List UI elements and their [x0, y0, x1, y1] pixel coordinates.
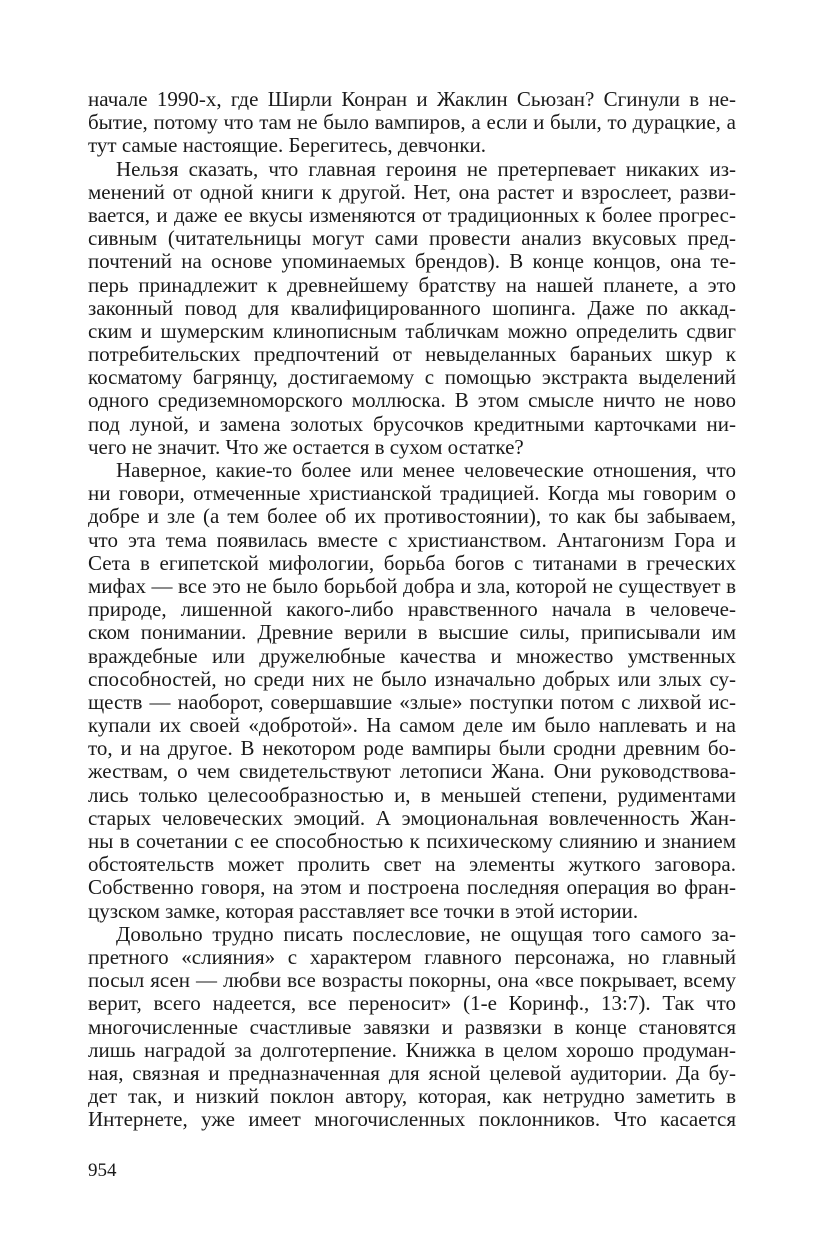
text-line: Собственно говоря, на этом и построена последняя операция во фран-: [88, 875, 736, 900]
text-line: Сета в египетской мифологии, борьба богов с титанами в греческих: [88, 550, 736, 575]
text-line: сивным (читательницы могут сами провести анализ вкусовых пред-: [88, 226, 736, 251]
text-line: добре и зле (а тем более об их противостоянии), то как бы забываем,: [88, 504, 736, 529]
text-line: менений от одной книги к другой. Нет, она растет и взрослеет, разви-: [88, 179, 736, 204]
text-line: потребительских предпочтений от невыделанных бараньих шкур к: [88, 342, 736, 367]
text-line: вается, и даже ее вкусы изменяются от традиционных к более прогрес-: [88, 202, 736, 227]
page-body: [88, 88, 736, 1131]
text-line: что эта тема появилась вместе с христианством. Антагонизм Гора и: [88, 527, 736, 552]
text-line: законный повод для квалифицированного шопинга. Даже по аккад-: [88, 295, 736, 320]
text-line: чего не значит. Что же остается в сухом остатке?: [88, 434, 524, 459]
text-line: старых человеческих эмоций. А эмоциональная вовлеченность Жан-: [88, 805, 736, 830]
text-line: Нельзя сказать, что главная героиня не претерпевает никаких из-: [116, 156, 736, 181]
text-line: дет так, и низкий поклон автору, которая, как нетрудно заметить в: [88, 1084, 736, 1109]
text-line: ни говори, отмеченные христианской традицией. Когда мы говорим о: [88, 481, 736, 506]
text-line: купали их своей «добротой». На самом деле им было наплевать и на: [88, 713, 736, 738]
text-line: ским и шумерским клинописным табличкам можно определить сдвиг: [88, 318, 736, 343]
text-line: жествам, о чем свидетельствуют летописи Жана. Они руководствова-: [88, 759, 736, 784]
text-line: мифах — все это не было борьбой добра и зла, которой не существует в: [88, 573, 736, 598]
text-line: лись только целесообразностью и, в меньшей степени, рудиментами: [88, 782, 736, 807]
text-line: лишь наградой за долготерпение. Книжка в целом хорошо продуман-: [88, 1037, 736, 1062]
text-line: посыл ясен — любви все возрасты покорны, она «все покрывает, всему: [88, 968, 736, 993]
text-line: почтений на основе упоминаемых брендов). В конце концов, она те-: [88, 249, 736, 274]
page-number: 954: [88, 1160, 117, 1181]
text-line: природе, лишенной какого-либо нравственного начала в человече-: [88, 597, 736, 622]
text-line: обстоятельств может пролить свет на элементы жуткого заговора.: [88, 852, 736, 877]
text-line: косматому багрянцу, достигаемому с помощью экстракта выделений: [88, 365, 736, 390]
text-line: ны в сочетании с ее способностью к психическому слиянию и знанием: [88, 829, 736, 853]
text-line: перь принадлежит к древнейшему братству на нашей планете, а это: [88, 272, 736, 297]
text-line: одного средиземноморского моллюска. В этом смысле ничто не ново: [88, 388, 736, 413]
text-line: Наверное, какие-то более или менее человеческие отношения, что: [116, 458, 736, 482]
text-line: ском понимании. Древние верили в высшие силы, приписывали им: [88, 620, 736, 645]
text-line: Интернете, уже имеет многочисленных поклонников. Что касается: [88, 1107, 736, 1132]
text-line: тут самые настоящие. Берегитесь, девчонки.: [88, 133, 487, 158]
text-line: то, и на другое. В некотором роде вампиры были сродни древним бо-: [88, 736, 736, 761]
text-line: Довольно трудно писать послесловие, не ощущая того самого за-: [116, 921, 736, 946]
text-line: способностей, но среди них не было изначально добрых или злых су-: [88, 666, 736, 691]
text-line: верит, всего надеется, все переносит» (1-е Коринф., 13:7). Так что: [88, 991, 736, 1016]
text-line: враждебные или дружелюбные качества и множество умственных: [88, 643, 736, 668]
text-line: ществ — наоборот, совершавшие «злые» поступки потом с лихвой ис-: [88, 689, 736, 714]
text-line: бытие, потому что там не было вампиров, а если и были, то дурацкие, а: [88, 110, 736, 135]
text-line: ная, связная и предназначенная для ясной целевой аудитории. Да бу-: [88, 1060, 736, 1085]
text-line: цузском замке, которая расставляет все точки в этой истории.: [88, 898, 639, 923]
text-line: под луной, и замена золотых брусочков кредитными карточками ни-: [88, 411, 736, 436]
text-line: начале 1990-х, где Ширли Конран и Жаклин Сьюзан? Сгинули в не-: [88, 87, 736, 111]
text-line: многочисленные счастливые завязки и развязки в конце становятся: [88, 1014, 736, 1039]
text-line: претного «слияния» с характером главного персонажа, но главный: [88, 944, 736, 969]
